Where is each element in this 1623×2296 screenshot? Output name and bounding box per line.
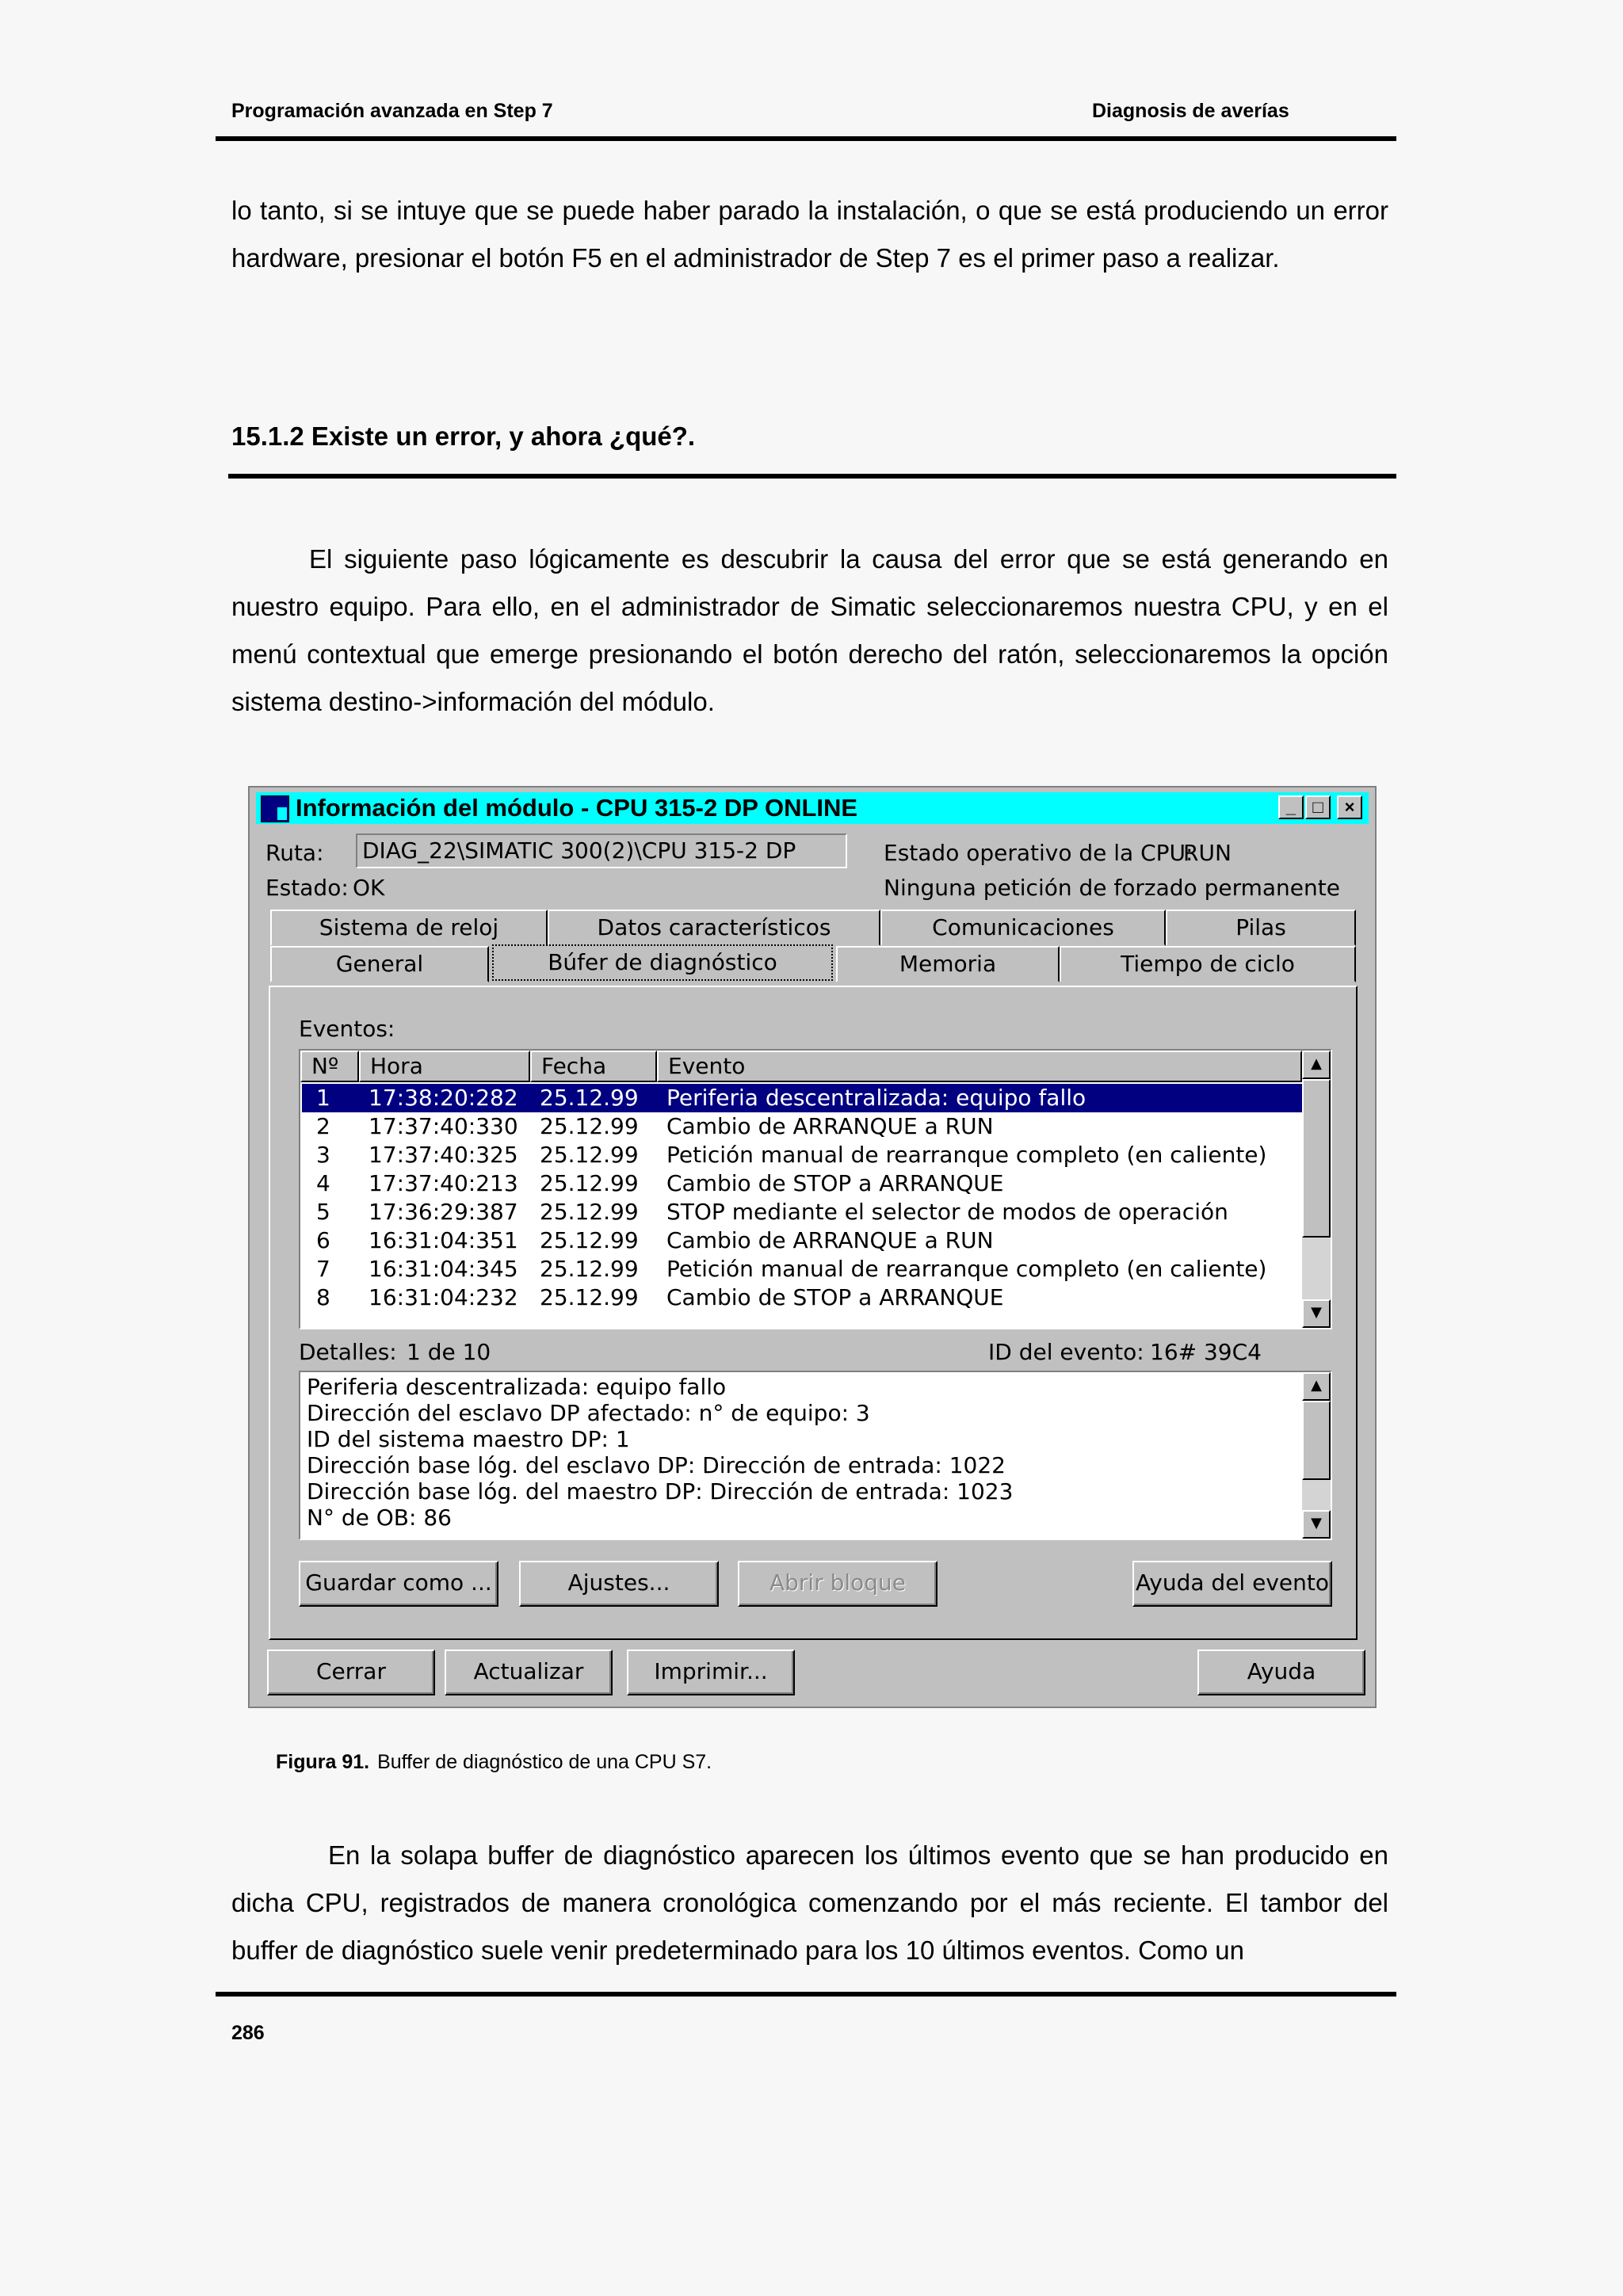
footer-rule (216, 1992, 1396, 1997)
print-button[interactable]: Imprimir... (627, 1650, 795, 1695)
scroll-thumb[interactable] (1302, 1079, 1331, 1238)
details-scrollbar[interactable] (1302, 1372, 1331, 1539)
column-header-hora[interactable]: Hora (359, 1051, 530, 1082)
tab-datos-caracteristicos[interactable]: Datos característicos (548, 910, 880, 946)
header-right: Diagnosis de averías (1092, 100, 1289, 122)
settings-button[interactable]: Ajustes... (519, 1561, 719, 1607)
ruta-field[interactable]: DIAG_22\SIMATIC 300(2)\CPU 315-2 DP (356, 833, 847, 868)
event-row[interactable]: 4 17:37:40:213 25.12.99 Cambio de STOP a ARRANQUE (316, 1170, 1004, 1196)
scroll-down-icon[interactable]: ▼ (1302, 1299, 1331, 1328)
tab-bufer-de-diagnostico[interactable]: Búfer de diagnóstico (492, 944, 833, 981)
id-evento-value: 16# 39C4 (1150, 1339, 1262, 1365)
event-help-button[interactable]: Ayuda del evento (1132, 1561, 1332, 1607)
events-scrollbar[interactable] (1302, 1051, 1331, 1328)
header-left: Programación avanzada en Step 7 (231, 100, 553, 122)
event-row[interactable]: 1 17:38:20:282 25.12.99 Periferia descentralizada: equipo fallo (302, 1084, 1302, 1112)
page-number: 286 (231, 2022, 265, 2044)
scroll-up-icon[interactable]: ▲ (1302, 1051, 1331, 1079)
detail-line: ID del sistema maestro DP: 1 (307, 1426, 630, 1452)
section-title: 15.1.2 Existe un error, y ahora ¿qué?. (231, 421, 696, 451)
estado-value: OK (353, 875, 385, 901)
event-row[interactable]: 6 16:31:04:351 25.12.99 Cambio de ARRANQUE a RUN (316, 1227, 994, 1253)
detail-line: Periferia descentralizada: equipo fallo (307, 1374, 727, 1400)
tab-memoria[interactable]: Memoria (836, 946, 1060, 982)
estado-label: Estado: (265, 875, 349, 901)
details-box[interactable] (299, 1371, 1332, 1540)
scroll-up-icon[interactable]: ▲ (1302, 1372, 1331, 1401)
section-rule (228, 474, 1396, 479)
event-row[interactable]: 7 16:31:04:345 25.12.99 Petición manual de rearranque completo (en caliente) (316, 1256, 1267, 1282)
title-bar (256, 792, 1369, 824)
forced-status: Ninguna petición de forzado permanente (884, 875, 1340, 901)
paragraph-3: En la solapa buffer de diagnóstico aparecen los últimos evento que se han producido en dicha CPU, registrados de manera cronológica comenzando por el más reciente. El tambor del buffer de diagnóstico suele venir predeterminado para los 10 últimos eventos. Como un (231, 1840, 1388, 1965)
detail-line: Dirección base lóg. del maestro DP: Dirección de entrada: 1023 (307, 1478, 1014, 1505)
figure-caption (276, 1751, 712, 1774)
column-header-evento[interactable]: Evento (657, 1051, 1302, 1082)
caption-text: Buffer de diagnóstico de una CPU S7. (377, 1751, 712, 1773)
caption-label: Figura 91. (276, 1751, 370, 1773)
detail-line: N° de OB: 86 (307, 1505, 452, 1531)
detalles-label: Detalles: (299, 1339, 397, 1365)
detail-line: Dirección del esclavo DP afectado: n° de equipo: 3 (307, 1400, 870, 1426)
event-row[interactable]: 5 17:36:29:387 25.12.99 STOP mediante el selector de modos de operación (316, 1199, 1228, 1225)
tab-general[interactable]: General (270, 946, 489, 982)
open-block-button[interactable]: Abrir bloque (738, 1561, 938, 1607)
scroll-thumb[interactable] (1302, 1401, 1331, 1480)
column-header-n[interactable]: Nº (300, 1051, 359, 1082)
close-button[interactable]: Cerrar (267, 1650, 435, 1695)
eventos-label: Eventos: (299, 1016, 395, 1042)
app-icon (261, 795, 289, 822)
minimize-icon[interactable]: _ (1278, 795, 1304, 819)
tab-pilas[interactable]: Pilas (1166, 910, 1356, 946)
tab-comunicaciones[interactable]: Comunicaciones (880, 910, 1166, 946)
maximize-icon[interactable]: □ (1305, 795, 1331, 819)
event-row[interactable]: 2 17:37:40:330 25.12.99 Cambio de ARRANQUE a RUN (316, 1113, 994, 1139)
help-button[interactable]: Ayuda (1197, 1650, 1365, 1695)
dialog-title: Información del módulo - CPU 315-2 DP ONLINE (296, 794, 858, 822)
paragraph-1: lo tanto, si se intuye que se puede haber parado la instalación, o que se está produciendo un error hardware, presionar el botón F5 en el administrador de Step 7 es el primer paso a realizar. (231, 196, 1388, 273)
column-header-fecha[interactable]: Fecha (530, 1051, 657, 1082)
tab-sistema-de-reloj[interactable]: Sistema de reloj (270, 910, 548, 946)
tab-tiempo-de-ciclo[interactable]: Tiempo de ciclo (1060, 946, 1356, 982)
cpu-state-value: RUN (1183, 840, 1232, 866)
header-rule (216, 136, 1396, 141)
close-icon[interactable]: × (1337, 795, 1362, 819)
event-row[interactable]: 3 17:37:40:325 25.12.99 Petición manual de rearranque completo (en caliente) (316, 1142, 1267, 1168)
save-as-button[interactable]: Guardar como ... (299, 1561, 498, 1607)
update-button[interactable]: Actualizar (445, 1650, 613, 1695)
paragraph-2: El siguiente paso lógicamente es descubrir la causa del error que se está generando en nuestro equipo. Para ello, en el administrador de Simatic seleccionaremos nuestra CPU, y en el menú contextual que emerge presionando el botón derecho del ratón, seleccionaremos la opción sistema destino->información del módulo. (231, 544, 1388, 716)
cpu-state-label: Estado operativo de la CPU: (884, 840, 1193, 866)
scroll-down-icon[interactable]: ▼ (1302, 1510, 1331, 1539)
id-evento-label: ID del evento: (988, 1339, 1144, 1365)
detail-line: Dirección base lóg. del esclavo DP: Dirección de entrada: 1022 (307, 1452, 1006, 1478)
event-row[interactable]: 8 16:31:04:232 25.12.99 Cambio de STOP a ARRANQUE (316, 1284, 1004, 1310)
diagnostic-buffer-panel (269, 986, 1358, 1640)
module-info-dialog (248, 786, 1377, 1708)
detalles-value: 1 de 10 (407, 1339, 491, 1365)
events-list (299, 1049, 1332, 1329)
ruta-label: Ruta: (265, 840, 324, 866)
